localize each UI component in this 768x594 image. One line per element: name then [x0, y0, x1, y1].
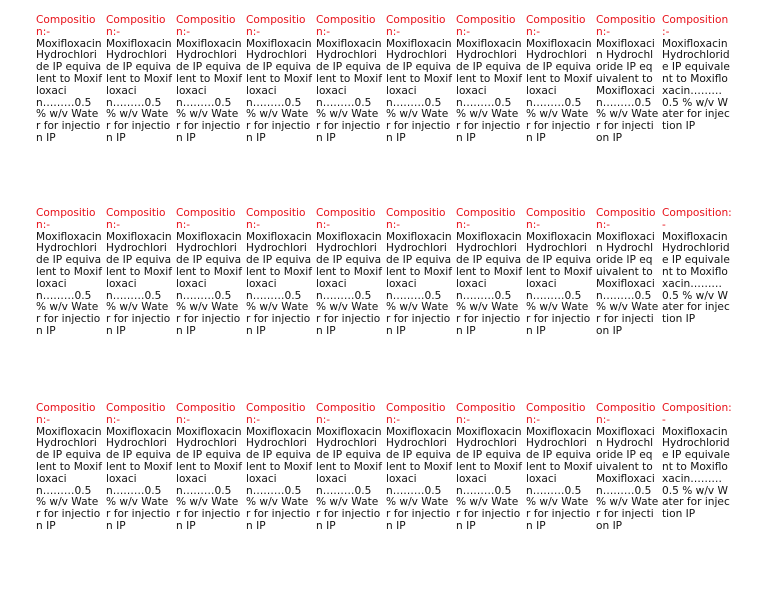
composition-label — [526, 15, 592, 199]
ingredients-text: Moxifloxacin Hydrochloride IP equivalent to Moxifloxacin………0.5 % w/v Water for injection IP — [456, 230, 522, 337]
ingredients-text: Moxifloxacin Hydrochloride IP equivalent to Moxifloxacin………0.5 % w/v Water for injection IP — [596, 230, 659, 337]
composition-label — [662, 15, 732, 199]
composition-label — [596, 403, 659, 587]
composition-heading: Composition:- — [246, 403, 306, 426]
ingredients-text: Moxifloxacin Hydrochloride IP equivalent to Moxifloxacin………0.5 % w/v Water for injection IP — [596, 425, 659, 532]
composition-heading: Composition:- — [456, 208, 516, 231]
ingredients-text: Moxifloxacin Hydrochloride IP equivalent to Moxifloxacin………0.5 % w/v Water for injection IP — [316, 37, 382, 144]
ingredients-text: Moxifloxacin Hydrochloride IP equivalent to Moxifloxacin………0.5 % w/v Water for injection IP — [246, 425, 312, 532]
ingredients-text: Moxifloxacin Hydrochloride IP equivalent to Moxifloxacin………0.5 % w/v Water for injection IP — [456, 425, 522, 532]
composition-heading: Composition:- — [106, 208, 166, 231]
composition-label — [456, 208, 522, 392]
composition-heading: Composition:- — [106, 403, 166, 426]
composition-label — [316, 208, 382, 392]
composition-label — [456, 403, 522, 587]
ingredients-text: Moxifloxacin Hydrochloride IP equivalent to Moxifloxacin………0.5 % w/v Water for injection IP — [596, 37, 659, 144]
composition-heading: Composition:- — [386, 15, 446, 38]
composition-heading: Composition:- — [316, 403, 376, 426]
ingredients-text: Moxifloxacin Hydrochloride IP equivalent to Moxifloxacin………0.5 % w/v Water for injection IP — [386, 425, 452, 532]
composition-heading: Composition:- — [176, 403, 236, 426]
composition-heading: Composition:- — [596, 15, 656, 38]
composition-heading: Composition:- — [386, 403, 446, 426]
composition-heading: Composition:- — [596, 208, 656, 231]
composition-heading: Composition:- — [456, 15, 516, 38]
ingredients-text: Moxifloxacin Hydrochloride IP equivalent to Moxifloxacin………0.5 % w/v Water for injection IP — [176, 230, 242, 337]
composition-heading: Composition:- — [526, 403, 586, 426]
composition-label — [36, 403, 102, 587]
composition-label — [106, 15, 172, 199]
composition-label — [662, 208, 732, 392]
composition-heading: Composition:- — [246, 15, 306, 38]
ingredients-text: Moxifloxacin Hydrochloride IP equivalent to Moxifloxacin………0.5 % w/v Water for injection IP — [456, 37, 522, 144]
composition-heading: Composition:- — [526, 208, 586, 231]
ingredients-text: Moxifloxacin Hydrochloride IP equivalent to Moxifloxacin………0.5 % w/v Water for injection IP — [246, 37, 312, 144]
composition-heading: Composition:- — [662, 208, 732, 231]
ingredients-text: Moxifloxacin Hydrochloride IP equivalent to Moxifloxacin………0.5 % w/v Water for injection IP — [106, 230, 172, 337]
composition-heading: Composition:- — [456, 403, 516, 426]
composition-heading: Composition:- — [596, 403, 656, 426]
composition-label — [36, 208, 102, 392]
ingredients-text: Moxifloxacin Hydrochloride IP equivalent to Moxifloxacin………0.5 % w/v Water for injection IP — [246, 230, 312, 337]
ingredients-text: Moxifloxacin Hydrochloride IP equivalent to Moxifloxacin………0.5 % w/v Water for injection IP — [662, 37, 730, 133]
composition-heading: Composition:- — [246, 208, 306, 231]
composition-label — [526, 403, 592, 587]
composition-label — [386, 208, 452, 392]
label-block — [36, 15, 736, 199]
composition-heading: Composition:- — [36, 403, 96, 426]
ingredients-text: Moxifloxacin Hydrochloride IP equivalent to Moxifloxacin………0.5 % w/v Water for injection IP — [662, 230, 730, 326]
ingredients-text: Moxifloxacin Hydrochloride IP equivalent to Moxifloxacin………0.5 % w/v Water for injection IP — [662, 425, 730, 521]
composition-heading: Composition:- — [106, 15, 166, 38]
composition-label — [316, 403, 382, 587]
composition-label — [456, 15, 522, 199]
composition-heading: Composition:- — [36, 15, 96, 38]
composition-label — [386, 15, 452, 199]
composition-label — [596, 208, 659, 392]
ingredients-text: Moxifloxacin Hydrochloride IP equivalent to Moxifloxacin………0.5 % w/v Water for injection IP — [316, 230, 382, 337]
ingredients-text: Moxifloxacin Hydrochloride IP equivalent to Moxifloxacin………0.5 % w/v Water for injection IP — [36, 37, 102, 144]
composition-label — [106, 403, 172, 587]
ingredients-text: Moxifloxacin Hydrochloride IP equivalent to Moxifloxacin………0.5 % w/v Water for injection IP — [386, 230, 452, 337]
label-sheet — [36, 15, 736, 585]
composition-label — [176, 403, 242, 587]
composition-heading: Composition:- — [176, 208, 236, 231]
composition-label — [246, 403, 312, 587]
composition-label — [36, 15, 102, 199]
composition-label — [316, 15, 382, 199]
composition-label — [106, 208, 172, 392]
composition-label — [386, 403, 452, 587]
ingredients-text: Moxifloxacin Hydrochloride IP equivalent to Moxifloxacin………0.5 % w/v Water for injection IP — [526, 37, 592, 144]
ingredients-text: Moxifloxacin Hydrochloride IP equivalent to Moxifloxacin………0.5 % w/v Water for injection IP — [176, 37, 242, 144]
ingredients-text: Moxifloxacin Hydrochloride IP equivalent to Moxifloxacin………0.5 % w/v Water for injection IP — [106, 37, 172, 144]
ingredients-text: Moxifloxacin Hydrochloride IP equivalent to Moxifloxacin………0.5 % w/v Water for injection IP — [106, 425, 172, 532]
composition-heading: Composition:- — [316, 15, 376, 38]
label-block — [36, 208, 736, 392]
composition-label — [662, 403, 732, 587]
ingredients-text: Moxifloxacin Hydrochloride IP equivalent to Moxifloxacin………0.5 % w/v Water for injection IP — [316, 425, 382, 532]
composition-heading: Composition:- — [36, 208, 96, 231]
composition-heading: Composition:- — [316, 208, 376, 231]
label-block — [36, 403, 736, 587]
ingredients-text: Moxifloxacin Hydrochloride IP equivalent to Moxifloxacin………0.5 % w/v Water for injection IP — [386, 37, 452, 144]
ingredients-text: Moxifloxacin Hydrochloride IP equivalent to Moxifloxacin………0.5 % w/v Water for injection IP — [36, 230, 102, 337]
ingredients-text: Moxifloxacin Hydrochloride IP equivalent to Moxifloxacin………0.5 % w/v Water for injection IP — [526, 425, 592, 532]
composition-label — [526, 208, 592, 392]
composition-label — [176, 208, 242, 392]
ingredients-text: Moxifloxacin Hydrochloride IP equivalent to Moxifloxacin………0.5 % w/v Water for injection IP — [176, 425, 242, 532]
composition-heading: Composition:- — [526, 15, 586, 38]
composition-label — [176, 15, 242, 199]
composition-heading: Composition:- — [176, 15, 236, 38]
ingredients-text: Moxifloxacin Hydrochloride IP equivalent to Moxifloxacin………0.5 % w/v Water for injection IP — [526, 230, 592, 337]
composition-heading: Composition:- — [662, 403, 732, 426]
composition-heading: Composition:- — [386, 208, 446, 231]
composition-label — [246, 208, 312, 392]
composition-heading: Composition :- — [662, 15, 729, 38]
composition-label — [246, 15, 312, 199]
ingredients-text: Moxifloxacin Hydrochloride IP equivalent to Moxifloxacin………0.5 % w/v Water for injection IP — [36, 425, 102, 532]
composition-label — [596, 15, 659, 199]
